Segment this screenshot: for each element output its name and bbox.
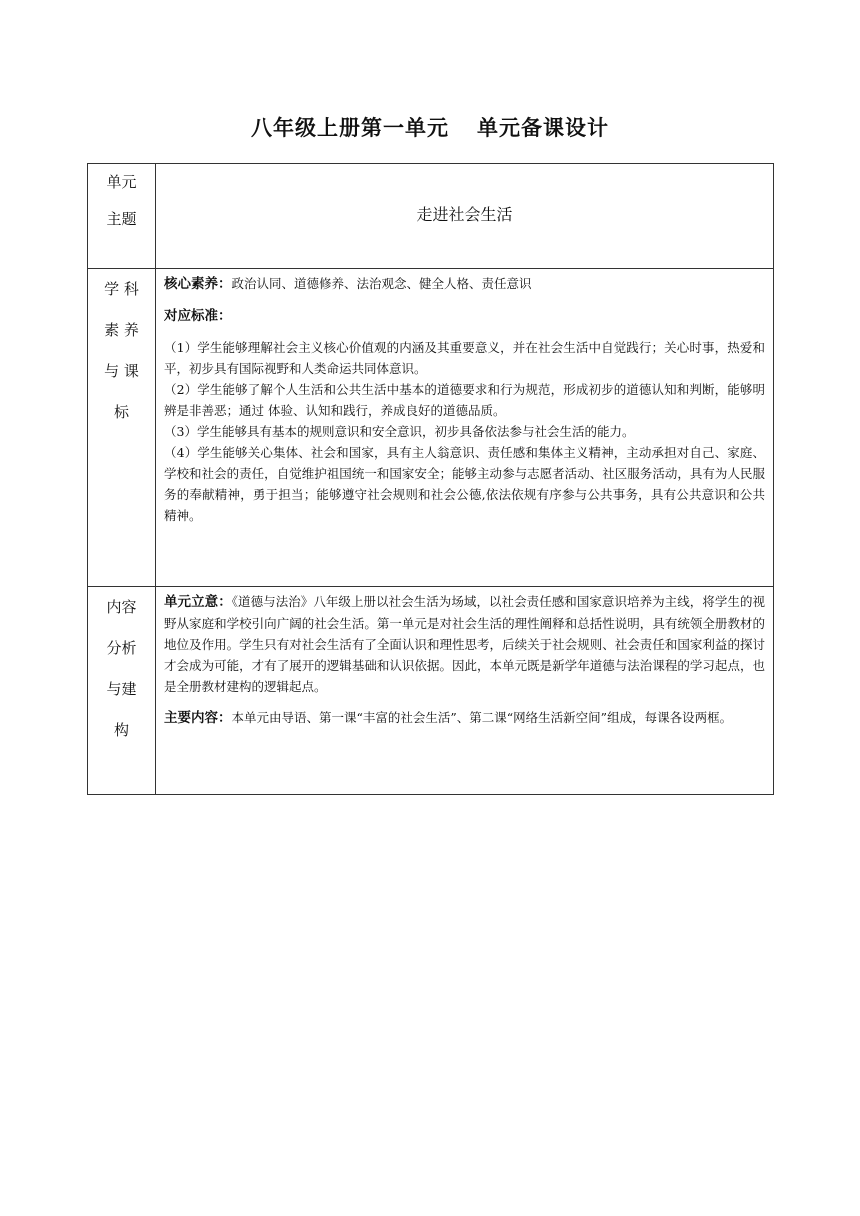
label-line: 主题 xyxy=(106,210,137,228)
standard-item: （1）学生能够理解社会主义核心价值观的内涵及其重要意义，并在社会生活中自觉践行；关心时事，热爱和平，初步具有国际视野和人类命运共同体意识。 xyxy=(164,340,765,376)
label-line: 标 xyxy=(113,403,129,421)
title-part2: 单元备课设计 xyxy=(477,116,609,140)
literacy-cell xyxy=(156,269,774,587)
core-literacy-value: 政治认同、道德修养、法治观念、健全人格、责任意识 xyxy=(231,276,532,291)
unit-intent-value: 《道德与法治》八年级上册以社会生活为场域，以社会责任感和国家意识培养为主线，将学生的视野从家庭和学校引向广阔的社会生活。第一单元是对社会生活的理性阐释和总括性说明，具有统领全册教材的地位及作用。学生只有对社会生活有了全面认识和理性思考，后续关于社会规则、社会责任和国家利益的探讨才会成为可能，才有了展开的逻辑基础和认识依据。因此，本单元既是新学年道德与法治课程的学习起点，也是全册教材建构的逻辑起点。 xyxy=(164,594,765,694)
standard-item: （3）学生能够具有基本的规则意识和安全意识，初步具备依法参与社会生活的能力。 xyxy=(164,424,635,439)
label-line: 与建 xyxy=(106,680,137,698)
page-title xyxy=(0,112,860,142)
core-literacy-label: 核心素养： xyxy=(164,276,232,292)
analysis-cell xyxy=(156,587,774,795)
unit-theme: 走进社会生活 xyxy=(416,205,513,224)
standard-item: （4）学生能够关心集体、社会和国家，具有主人翁意识、责任感和集体主义精神，主动承担对自己、家庭、学校和社会的责任，自觉维护祖国统一和国家安全；能够主动参与志愿者活动、社区服务活动，具有为人民服务的奉献精神，勇于担当；能够遵守社会规则和社会公德,依法依规有序参与公共事务，具有公共意识和公共精神。 xyxy=(164,445,765,523)
standard-item: （2）学生能够了解个人生活和公共生活中基本的道德要求和行为规范，形成初步的道德认知和判断，能够明辨是非善恶；通过 体验、认知和践行，养成良好的道德品质。 xyxy=(164,382,765,418)
table-row-literacy xyxy=(88,269,774,587)
theme-cell xyxy=(156,164,774,269)
label-line: 构 xyxy=(113,721,129,739)
core-literacy xyxy=(164,273,765,295)
label-line: 学 科 xyxy=(104,280,139,298)
row-label-literacy xyxy=(88,269,156,587)
unit-intent xyxy=(164,591,765,697)
main-content-label: 主要内容： xyxy=(164,710,232,726)
main-content-value: 本单元由导语、第一课“丰富的社会生活”、第二课“网络生活新空间”组成，每课各设两框。 xyxy=(231,710,733,725)
lesson-design-table xyxy=(87,163,774,795)
title-part1: 八年级上册第一单元 xyxy=(251,116,449,140)
label-line: 分析 xyxy=(106,639,137,657)
standard-label: 对应标准： xyxy=(164,308,232,324)
table-row-theme xyxy=(88,164,774,269)
row-label-analysis xyxy=(88,587,156,795)
table-row-analysis xyxy=(88,587,774,795)
main-content xyxy=(164,707,765,729)
standard-heading xyxy=(164,305,765,327)
label-line: 素 养 xyxy=(104,321,139,339)
label-line: 与 课 xyxy=(104,362,139,380)
label-line: 单元 xyxy=(106,173,137,191)
label-line: 内容 xyxy=(106,598,137,616)
row-label-theme xyxy=(88,164,156,269)
unit-intent-label: 单元立意： xyxy=(164,594,232,610)
